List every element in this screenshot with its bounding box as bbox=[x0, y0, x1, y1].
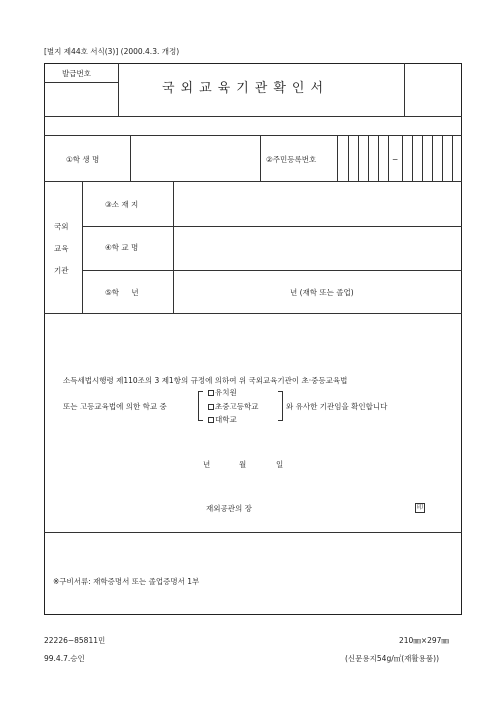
option-k12[interactable] bbox=[208, 403, 258, 411]
option-label: 대학교 bbox=[215, 415, 237, 424]
student-name-field[interactable] bbox=[131, 136, 259, 180]
statement-line-2-post: 와 유사한 기관임을 확인합니다 bbox=[286, 402, 388, 411]
seal-mark: 印 bbox=[416, 504, 423, 511]
footer-approval: 99.4.7.승인 bbox=[44, 654, 85, 663]
institution-group-label-3: 기관 bbox=[54, 266, 69, 275]
date-year[interactable]: 년 bbox=[203, 460, 211, 469]
address-label: ③소 재 지 bbox=[105, 200, 139, 209]
school-name-field[interactable] bbox=[174, 227, 461, 269]
grade-value[interactable]: 년 (재학 또는 졸업) bbox=[290, 288, 354, 297]
address-field[interactable] bbox=[174, 182, 461, 225]
document-title: 국외교육기관확인서 bbox=[162, 81, 330, 96]
date-month[interactable]: 월 bbox=[239, 460, 247, 469]
statement-line-2-pre: 또는 고등교육법에 의한 학교 중 bbox=[63, 402, 167, 411]
resident-id-label: ②주민등록번호 bbox=[266, 155, 317, 164]
attachment-note: ※구비서류: 재학증명서 또는 졸업증명서 1부 bbox=[53, 577, 200, 586]
option-kindergarten[interactable] bbox=[208, 389, 237, 397]
resident-id-dash: − bbox=[392, 155, 399, 164]
footer-paper-size: 210㎜×297㎜ bbox=[399, 636, 449, 645]
options-bracket-right bbox=[278, 391, 283, 421]
issue-number-label: 발급번호 bbox=[62, 69, 91, 78]
statement-line-1: 소득세법시행령 제110조의 3 제1항의 규정에 의하여 위 국외교육기관이 초·중등교육법 bbox=[63, 376, 348, 385]
footer-form-number: 22226−85811민 bbox=[44, 636, 106, 645]
issuer-label: 재외공관의 장 bbox=[206, 504, 252, 513]
option-label: 초중고등학교 bbox=[215, 402, 259, 411]
school-name-label: ④학 교 명 bbox=[105, 243, 139, 252]
institution-group-label-2: 교육 bbox=[54, 244, 69, 253]
footer-paper-type: (신문용지54g/㎡(재활용품)) bbox=[345, 654, 439, 663]
checkbox-icon bbox=[208, 417, 214, 423]
student-name-label: ①학 생 명 bbox=[66, 155, 100, 164]
grade-label: ⑤학 년 bbox=[105, 288, 139, 297]
checkbox-icon bbox=[208, 404, 214, 410]
checkbox-icon bbox=[208, 390, 214, 396]
date-day[interactable]: 일 bbox=[276, 460, 284, 469]
option-label: 유치원 bbox=[215, 388, 237, 397]
options-bracket-left bbox=[198, 391, 203, 421]
option-university[interactable] bbox=[208, 416, 237, 424]
institution-group-label-1: 국외 bbox=[54, 222, 69, 231]
form-header: [별지 제44호 서식(3)] (2000.4.3. 개정) bbox=[44, 47, 180, 56]
